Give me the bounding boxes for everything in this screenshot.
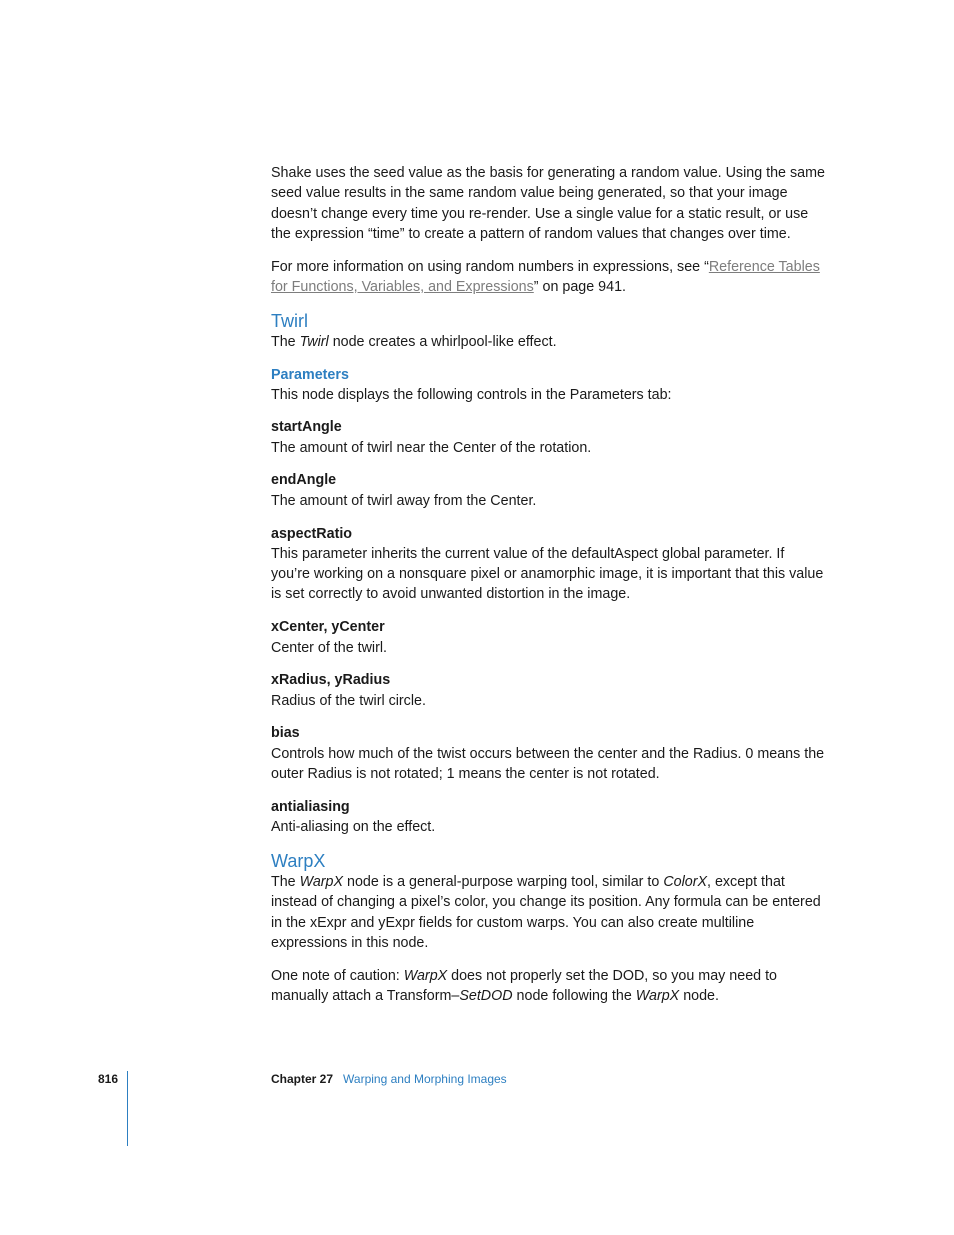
param-bias (271, 723, 827, 784)
param-description: Radius of the twirl circle. (271, 692, 426, 709)
warpx-text: The (271, 873, 300, 890)
param-description: Controls how much of the twist occurs between the center and the Radius. 0 means the outer Radius is not rotated; 1 means the center is not rotated. (271, 745, 825, 783)
footer-divider (127, 1071, 128, 1146)
page-content (271, 163, 827, 1019)
param-name: bias (271, 725, 300, 742)
reference-tables-link[interactable]: Reference Tables for Functions, Variables, and Expressions (271, 258, 820, 295)
param-name: xRadius, yRadius (271, 672, 391, 689)
warpx-emphasis: WarpX (403, 967, 448, 984)
warpx-emphasis: WarpX (299, 873, 344, 890)
warpx-text: , except that instead of changing a pixel’s color, you change its position. Any formula can be entered in the xExpr and yExpr fields for custom warps. You can also create multiline expressions in this node. (271, 873, 821, 951)
warpx-emphasis: WarpX (635, 987, 680, 1004)
param-name: startAngle (271, 419, 342, 436)
parameters-description: This node displays the following controls in the Parameters tab: (271, 386, 672, 403)
colorx-emphasis: ColorX (663, 873, 708, 890)
caution-text: node following the (512, 987, 636, 1004)
parameters-heading: Parameters (271, 366, 349, 383)
reference-paragraph (271, 257, 827, 298)
param-endangle (271, 470, 827, 511)
param-antialiasing (271, 797, 827, 838)
param-aspectratio (271, 524, 827, 605)
param-center (271, 617, 827, 658)
intro-paragraph: Shake uses the seed value as the basis for generating a random value. Using the same seed value results in the same random value being generated, so that your image doesn’t change every time you re-render. Use a single value for a static result, or use the expression “time” to create a pattern of random values that changes over time. (271, 165, 825, 242)
reference-text-after: ” on page 941. (533, 278, 626, 295)
chapter-label: Chapter 27 (271, 1072, 334, 1086)
param-description: The amount of twirl near the Center of the rotation. (271, 439, 592, 456)
caution-text: node. (679, 987, 719, 1004)
page-number: 816 (98, 1072, 119, 1086)
param-name: endAngle (271, 472, 337, 489)
param-description: Center of the twirl. (271, 639, 388, 656)
twirl-desc-emphasis: Twirl (299, 333, 329, 350)
caution-text: does not properly set the DOD, so you may need to manually attach a Transform– (271, 967, 777, 1004)
caution-text: One note of caution: (271, 967, 404, 984)
param-description: Anti-aliasing on the effect. (271, 819, 436, 836)
twirl-desc-text-end: node creates a whirlpool-like effect. (328, 333, 557, 350)
setdod-emphasis: SetDOD (459, 987, 513, 1004)
twirl-heading: Twirl (271, 310, 308, 331)
twirl-description (271, 332, 827, 352)
warpx-description (271, 872, 827, 953)
param-radius (271, 670, 827, 711)
reference-text-before: For more information on using random numbers in expressions, see “ (271, 258, 709, 275)
chapter-title: Warping and Morphing Images (343, 1072, 507, 1086)
warpx-text: node is a general-purpose warping tool, similar to (343, 873, 664, 890)
param-description: The amount of twirl away from the Center. (271, 492, 537, 509)
param-name: aspectRatio (271, 525, 353, 542)
param-description: This parameter inherits the current value of the defaultAspect global parameter. If you’re working on a nonsquare pixel or anamorphic image, it is important that this value is set correctly to avoid unwanted distortion in the image. (271, 545, 824, 603)
param-startangle (271, 417, 827, 458)
footer-chapter (271, 1072, 507, 1086)
param-name: xCenter, yCenter (271, 619, 385, 636)
warpx-caution (271, 966, 827, 1007)
twirl-desc-text: The (271, 333, 300, 350)
param-name: antialiasing (271, 798, 350, 815)
warpx-heading: WarpX (271, 850, 326, 871)
